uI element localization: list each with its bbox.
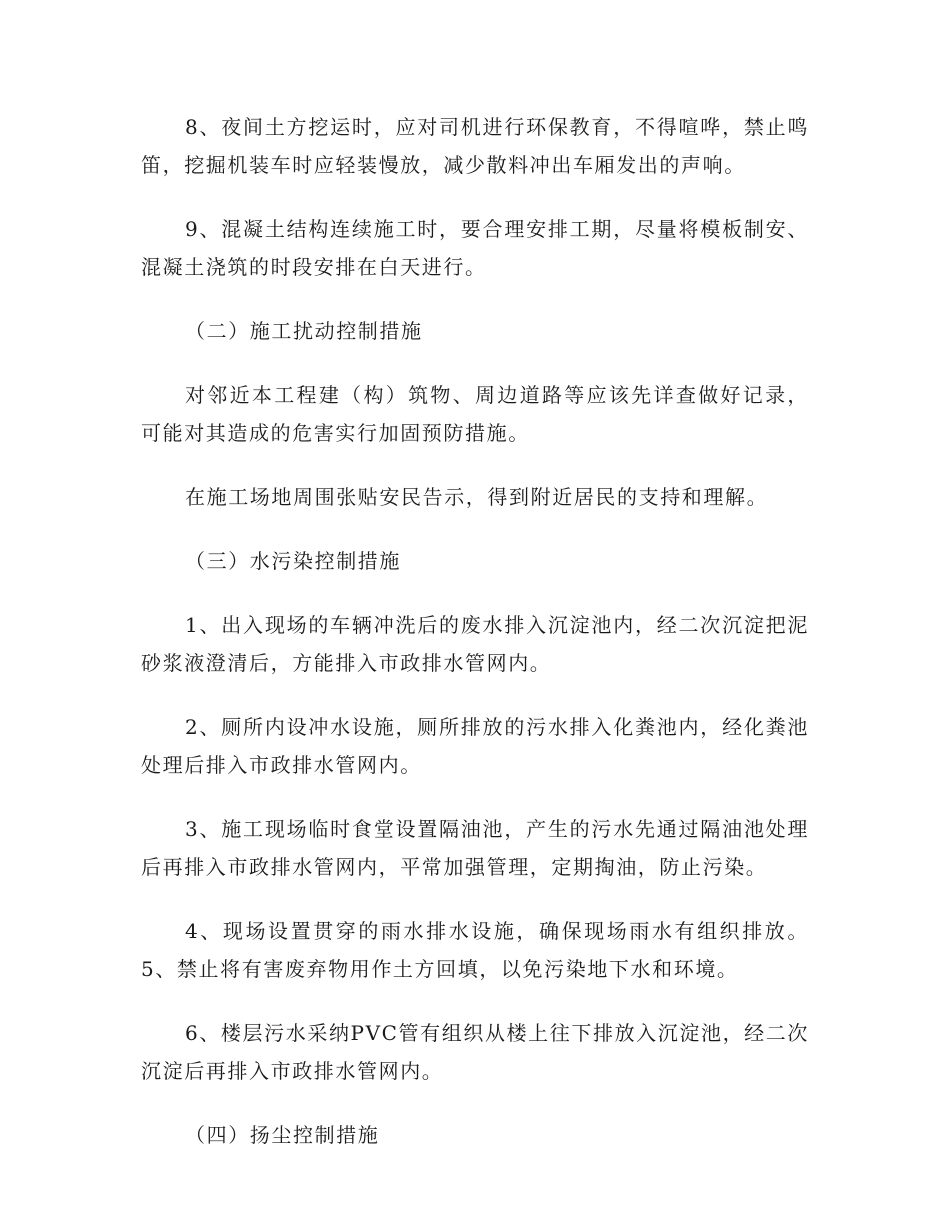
section-heading-2: （二）施工扰动控制措施	[185, 319, 423, 343]
section-heading-4: （四）扬尘控制措施	[185, 1123, 380, 1147]
paragraph-water-6: 6、楼层污水采纳PVC管有组织从楼上往下排放入沉淀池，经二次沉淀后再排入市政排水管网内。	[141, 1021, 809, 1083]
document-body	[141, 108, 809, 1180]
paragraph-water-2: 2、厕所内设冲水设施，厕所排放的污水排入化粪池内，经化粪池处理后排入市政排水管网内。	[141, 715, 809, 777]
section-heading-3: （三）水污染控制措施	[185, 549, 401, 573]
paragraph-water-4-5: 4、现场设置贯穿的雨水排水设施，确保现场雨水有组织排放。5、禁止将有害废弃物用作土方回填，以免污染地下水和环境。	[141, 919, 809, 981]
paragraph-item-8: 8、夜间土方挖运时，应对司机进行环保教育，不得喧哗，禁止鸣笛，挖掘机装车时应轻装慢放，减少散料冲出车厢发出的声响。	[141, 115, 809, 177]
paragraph-water-1: 1、出入现场的车辆冲洗后的废水排入沉淀池内，经二次沉淀把泥砂浆液澄清后，方能排入市政排水管网内。	[141, 613, 809, 675]
paragraph-water-3: 3、施工现场临时食堂设置隔油池，产生的污水先通过隔油池处理后再排入市政排水管网内，平常加强管理，定期掏油，防止污染。	[141, 817, 809, 879]
paragraph-disturbance-2: 在施工场地周围张贴安民告示，得到附近居民的支持和理解。	[185, 485, 769, 509]
paragraph-item-9: 9、混凝土结构连续施工时，要合理安排工期，尽量将模板制安、混凝土浇筑的时段安排在白天进行。	[141, 217, 809, 279]
paragraph-disturbance-1: 对邻近本工程建（构）筑物、周边道路等应该先详查做好记录，可能对其造成的危害实行加固预防措施。	[141, 383, 809, 445]
